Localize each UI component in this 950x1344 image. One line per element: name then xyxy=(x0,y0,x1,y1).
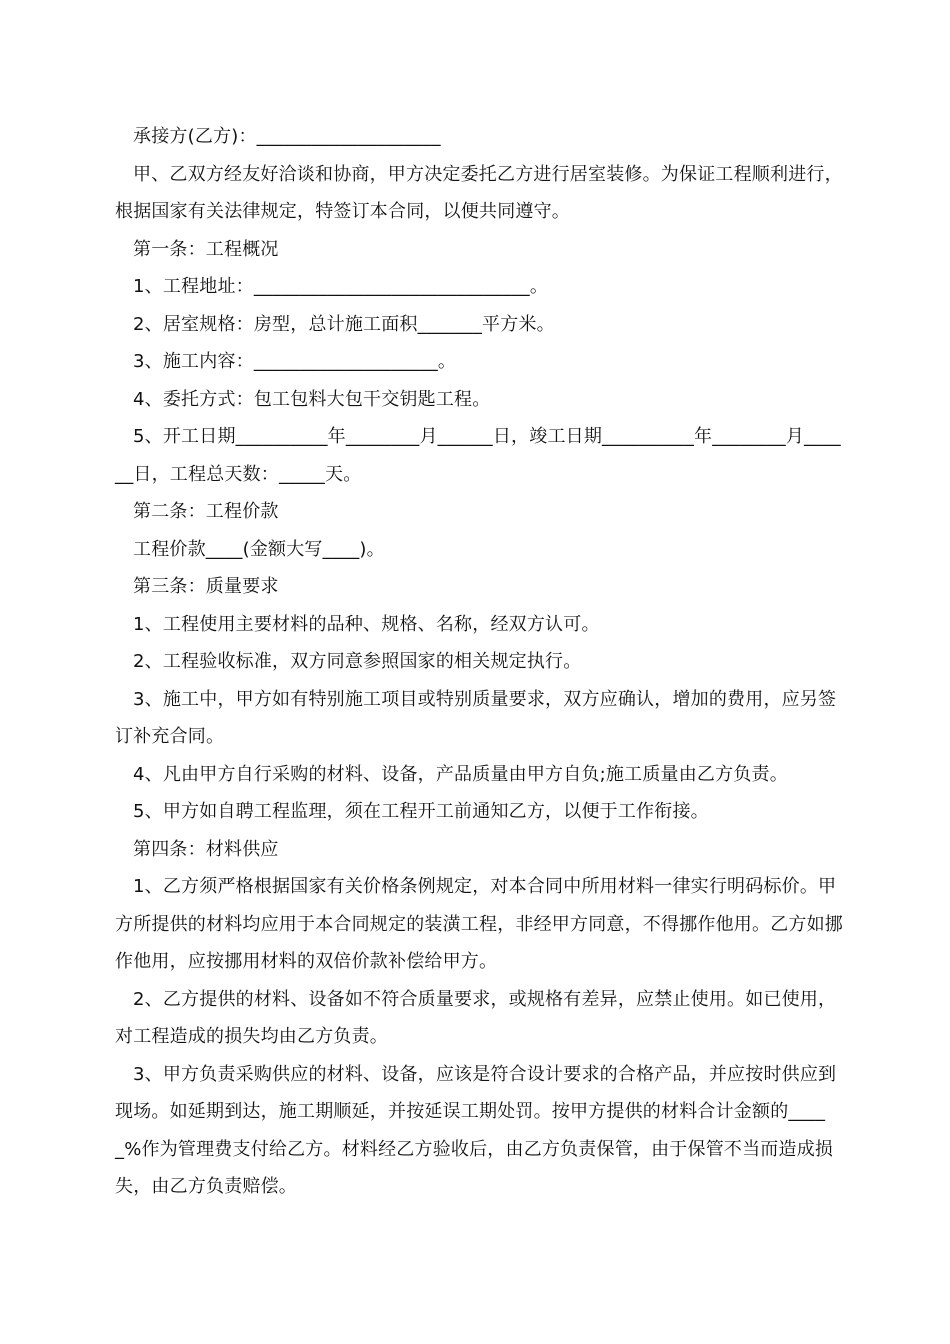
article-4-item-2: 2、乙方提供的材料、设备如不符合质量要求，或规格有差异，应禁止使用。如已使用，对工程造成的损失均由乙方负责。 xyxy=(115,988,837,1047)
article-1-item-2: 2、居室规格：房型，总计施工面积_______平方米。 xyxy=(133,313,555,335)
article-4-heading: 第四条：材料供应 xyxy=(133,838,279,860)
contractor-party-line: 承接方(乙方)：____________________ xyxy=(133,126,441,147)
article-3-item-3: 3、施工中，甲方如有特别施工项目或特别质量要求，双方应确认，增加的费用，应另签订补充合同。 xyxy=(115,688,837,747)
article-3-item-4: 4、凡由甲方自行采购的材料、设备，产品质量由甲方自负;施工质量由乙方负责。 xyxy=(133,763,788,785)
article-1-heading: 第一条：工程概况 xyxy=(133,238,279,260)
article-1-item-4: 4、委托方式：包工包料大包干交钥匙工程。 xyxy=(133,388,491,410)
article-3-item-2: 2、工程验收标准，双方同意参照国家的相关规定执行。 xyxy=(133,651,582,672)
article-2-heading: 第二条：工程价款 xyxy=(133,501,279,522)
article-1-item-1: 1、工程地址：______________________________。 xyxy=(133,276,549,297)
article-2-price-line: 工程价款____(金额大写____)。 xyxy=(133,538,385,560)
article-4-item-1: 1、乙方须严格根据国家有关价格条例规定，对本合同中所用材料一律实行明码标价。甲方所提供的材料均应用于本合同规定的装潢工程，非经甲方同意，不得挪作他用。乙方如挪作他用，应按挪用材料的双倍价款补偿给甲方。 xyxy=(115,876,843,972)
article-1-item-5: 5、开工日期__________年________月______日，竣工日期__________年________月______日，工程总天数：_____天。 xyxy=(115,426,841,485)
article-4-item-3: 3、甲方负责采购供应的材料、设备，应该是符合设计要求的合格产品，并应按时供应到现场。如延期到达，施工期顺延，并按延误工期处罚。按甲方提供的材料合计金额的_____%作为管理费支付给乙方。材料经乙方验收后，由乙方负责保管，由于保管不当而造成损失，由乙方负责赔偿。 xyxy=(115,1063,837,1197)
article-3-item-1: 1、工程使用主要材料的品种、规格、名称，经双方认可。 xyxy=(133,613,600,635)
contract-body xyxy=(115,118,845,1206)
article-1-item-3: 3、施工内容：____________________。 xyxy=(133,351,457,372)
intro-paragraph: 甲、乙双方经友好洽谈和协商，甲方决定委托乙方进行居室装修。为保证工程顺利进行，根据国家有关法律规定，特签订本合同，以便共同遵守。 xyxy=(115,163,843,222)
article-3-item-5: 5、甲方如自聘工程监理，须在工程开工前通知乙方，以便于工作衔接。 xyxy=(133,801,709,822)
article-3-heading: 第三条：质量要求 xyxy=(133,576,279,597)
